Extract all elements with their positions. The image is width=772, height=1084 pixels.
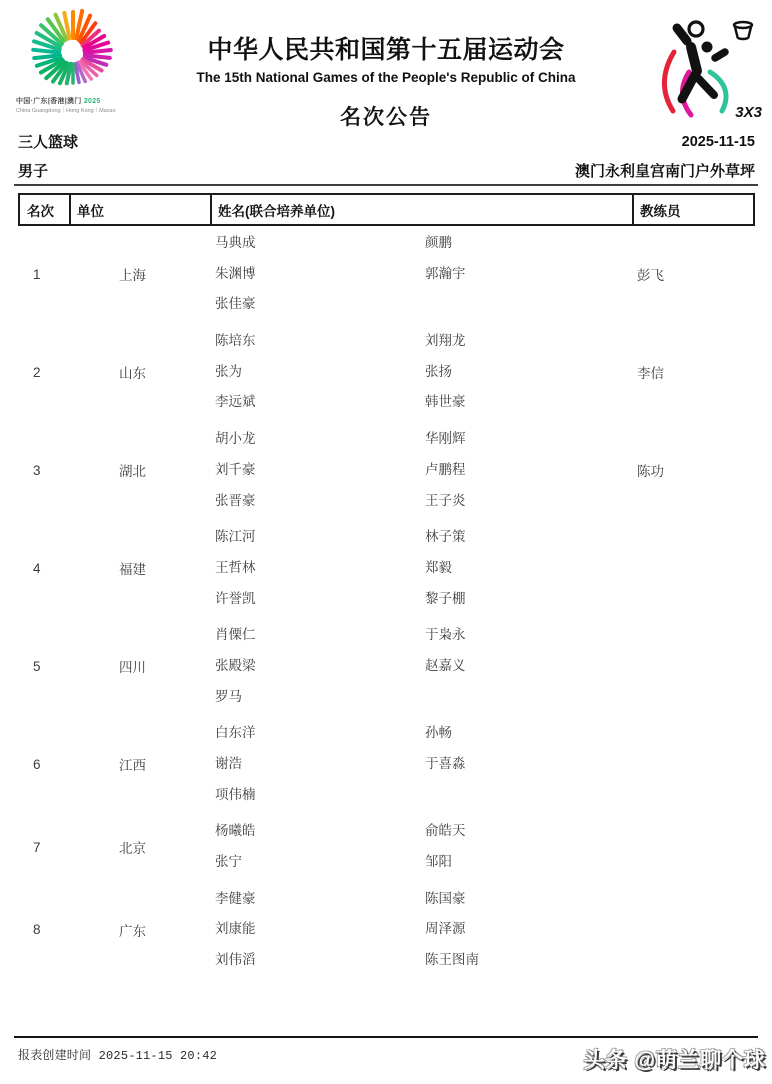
athlete-name: 张佳豪 [215, 296, 256, 312]
names-column-1 [208, 718, 425, 810]
rank-cell: 5 [33, 658, 41, 674]
names-column-1 [208, 620, 425, 712]
athlete-name: 马典成 [215, 235, 256, 250]
names-column-1 [208, 228, 425, 320]
column-header-coach: 教练员 [632, 195, 753, 224]
athlete-name: 郑毅 [425, 559, 452, 575]
athlete-name: 于枭永 [425, 627, 466, 643]
gender-category: 男子 [18, 163, 49, 180]
athlete-name: 刘千豪 [215, 461, 256, 477]
names-column-1 [208, 816, 425, 877]
athlete-name: 张宁 [215, 854, 242, 870]
table-row [18, 816, 755, 877]
coach-cell [630, 718, 755, 810]
athlete-name: 李远斌 [215, 394, 256, 410]
table-row [18, 718, 755, 810]
athlete-name: 颜鹏 [425, 235, 452, 250]
athlete-name: 华刚辉 [425, 431, 466, 447]
table-row [18, 326, 755, 418]
athlete-name: 郭瀚宇 [425, 265, 466, 281]
unit-cell: 上海 [119, 268, 146, 284]
rank-cell: 2 [33, 364, 41, 380]
column-header-names: 姓名(联合培养单位) [210, 195, 632, 224]
athlete-name: 张为 [215, 363, 242, 379]
names-column-2 [425, 620, 630, 712]
athlete-name: 李健豪 [215, 890, 256, 906]
table-row [18, 620, 755, 712]
coach-cell [630, 522, 755, 614]
table-body [18, 226, 755, 976]
page-title-en: The 15th National Games of the People's Republic of China [196, 70, 576, 85]
table-row [18, 228, 755, 320]
event-date: 2025-11-15 [681, 134, 755, 150]
athlete-name: 林子策 [425, 529, 466, 545]
rank-cell: 1 [33, 266, 41, 282]
event-meta [18, 128, 755, 186]
unit-cell: 北京 [119, 841, 146, 857]
emblem-caption-cn: 中国·广东|香港|澳门 2025 [16, 98, 101, 105]
athlete-name: 邹阳 [425, 854, 452, 870]
names-column-2 [425, 884, 630, 976]
athlete-name: 韩世豪 [425, 394, 466, 410]
page-title: 中华人民共和国第十五届运动会 [207, 36, 565, 64]
footer-divider [14, 1036, 758, 1038]
rank-cell: 6 [33, 756, 41, 772]
unit-cell: 湖北 [119, 464, 146, 480]
athlete-name: 陈国豪 [425, 890, 466, 906]
athlete-name: 王哲林 [215, 559, 256, 575]
athlete-name: 罗马 [215, 688, 242, 704]
athlete-name: 陈培东 [215, 333, 256, 349]
athlete-name: 许誉凯 [215, 590, 256, 606]
unit-cell: 四川 [119, 660, 146, 676]
table-header-row [18, 193, 755, 226]
athlete-name: 肖傈仁 [215, 627, 256, 643]
coach-cell [630, 884, 755, 976]
athlete-name: 刘伟滔 [215, 952, 256, 968]
coach-cell: 陈功 [637, 464, 664, 480]
athlete-name: 白东洋 [215, 725, 256, 741]
names-column-1 [208, 522, 425, 614]
report-created-timestamp: 报表创建时间 2025-11-15 20:42 [18, 1049, 218, 1063]
table-row [18, 424, 755, 516]
athlete-name: 陈王图南 [425, 952, 479, 968]
coach-cell [630, 620, 755, 712]
athlete-name: 孙畅 [425, 725, 452, 741]
coach-cell: 李信 [637, 366, 664, 382]
unit-cell: 福建 [119, 562, 146, 578]
athlete-name: 杨曦皓 [215, 823, 256, 839]
athlete-name: 张殿梁 [215, 657, 256, 673]
athlete-name: 俞皓天 [425, 823, 466, 839]
column-header-rank: 名次 [27, 203, 54, 219]
names-column-1 [208, 884, 425, 976]
athlete-name: 项伟楠 [215, 786, 256, 802]
rank-cell: 3 [33, 462, 41, 478]
names-column-2 [425, 228, 630, 320]
table-row [18, 884, 755, 976]
names-column-1 [208, 424, 425, 516]
coach-cell: 彭飞 [637, 268, 664, 284]
toutiao-watermark: 头条 @萌兰聊个球 [583, 1049, 766, 1072]
table-row [18, 522, 755, 614]
names-column-2 [425, 424, 630, 516]
athlete-name: 谢浩 [215, 756, 242, 771]
sport-pictogram [644, 14, 764, 126]
names-column-2 [425, 718, 630, 810]
athlete-name: 朱渊博 [215, 265, 256, 281]
names-column-2 [425, 816, 630, 877]
athlete-name: 陈江河 [215, 529, 256, 545]
athlete-name: 王子炎 [425, 492, 466, 508]
athlete-name: 胡小龙 [215, 431, 256, 447]
athlete-name: 张晋豪 [215, 492, 256, 508]
sport-name: 三人篮球 [18, 134, 79, 151]
event-venue: 澳门永利皇宫南门户外草坪 [574, 163, 755, 180]
header-divider [14, 184, 758, 186]
emblem-caption-en: China Guangdong｜Hong Kong｜Macao [16, 108, 116, 114]
athlete-name: 黎子棚 [425, 590, 466, 606]
athlete-name: 刘翔龙 [425, 333, 466, 349]
coach-cell [630, 816, 755, 877]
basketball-3x3-icon [644, 14, 764, 126]
athlete-name: 卢鹏程 [425, 461, 466, 477]
rank-cell: 8 [33, 922, 41, 938]
athlete-name: 周泽源 [425, 921, 466, 937]
pictogram-label: 3X3 [735, 104, 762, 121]
athlete-name: 于喜淼 [425, 756, 466, 771]
rank-cell: 7 [33, 839, 41, 855]
athlete-name: 刘康能 [215, 921, 256, 937]
unit-cell: 广东 [119, 923, 146, 939]
results-table [18, 193, 755, 982]
names-column-1 [208, 326, 425, 418]
athlete-name: 赵嘉义 [425, 657, 466, 673]
names-column-2 [425, 326, 630, 418]
column-header-unit: 单位 [69, 195, 210, 224]
rank-cell: 4 [33, 560, 41, 576]
names-column-2 [425, 522, 630, 614]
unit-cell: 江西 [119, 758, 146, 774]
doc-type-title: 名次公告 [340, 106, 432, 129]
unit-cell: 山东 [119, 366, 146, 382]
athlete-name: 张扬 [425, 363, 452, 379]
